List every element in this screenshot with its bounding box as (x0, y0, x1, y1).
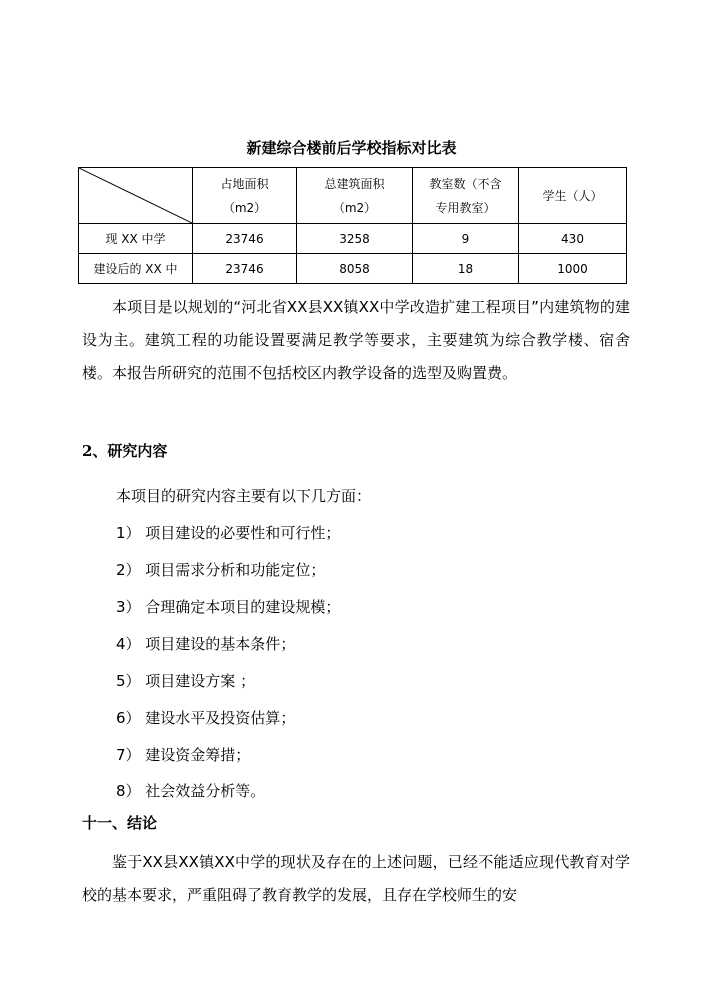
row-label: 建设后的 XX 中 (79, 254, 193, 284)
table-cell: 23746 (193, 254, 297, 284)
table-cell: 3258 (297, 224, 413, 254)
table-cell: 430 (519, 224, 627, 254)
list-item: 4） 项目建设的基本条件； (116, 635, 296, 653)
list-item: 8） 社会效益分析等。 (116, 782, 266, 800)
diagonal-header-cell (79, 168, 193, 224)
diagonal-line (79, 168, 192, 223)
table-cell: 8058 (297, 254, 413, 284)
section-intro: 本项目的研究内容主要有以下几方面： (116, 487, 372, 505)
section-heading-research: 2、研究内容 (82, 442, 168, 460)
list-item: 6） 建设水平及投资估算； (116, 709, 296, 727)
table-cell: 23746 (193, 224, 297, 254)
paragraph-scope: 本项目是以规划的“河北省XX县XX镇XX中学改造扩建工程项目”内建筑物的建设为主。建筑工程的功能设置要满足教学等要求，主要建筑为综合教学楼、宿舍楼。本报告所研究的范围不包括校区内教学设备的选型及购置费。 (82, 298, 630, 382)
header-cell: 学生（人） (519, 168, 627, 224)
table-cell: 18 (413, 254, 519, 284)
header-cell: 占地面积 （m2） (193, 168, 297, 224)
header-cell: 教室数（不含 专用教室） (413, 168, 519, 224)
table-header-row (79, 168, 627, 224)
row-label: 现 XX 中学 (79, 224, 193, 254)
table-cell: 1000 (519, 254, 627, 284)
list-item: 3） 合理确定本项目的建设规模； (116, 598, 341, 616)
list-item: 5） 项目建设方案 ； (116, 672, 256, 690)
table-cell: 9 (413, 224, 519, 254)
list-item: 7） 建设资金筹措； (116, 746, 251, 764)
list-item: 2） 项目需求分析和功能定位； (116, 561, 326, 579)
table-title: 新建综合楼前后学校指标对比表 (246, 139, 457, 157)
comparison-table (78, 167, 627, 284)
list-item: 1） 项目建设的必要性和可行性； (116, 524, 341, 542)
section-heading-conclusion: 十一、结论 (82, 814, 158, 832)
table-row (79, 254, 627, 284)
header-cell: 总建筑面积 （m2） (297, 168, 413, 224)
paragraph-conclusion: 鉴于XX县XX镇XX中学的现状及存在的上述问题，已经不能适应现代教育对学校的基本要求，严重阻碍了教育教学的发展，且存在学校师生的安 (82, 853, 630, 904)
table-row (79, 224, 627, 254)
